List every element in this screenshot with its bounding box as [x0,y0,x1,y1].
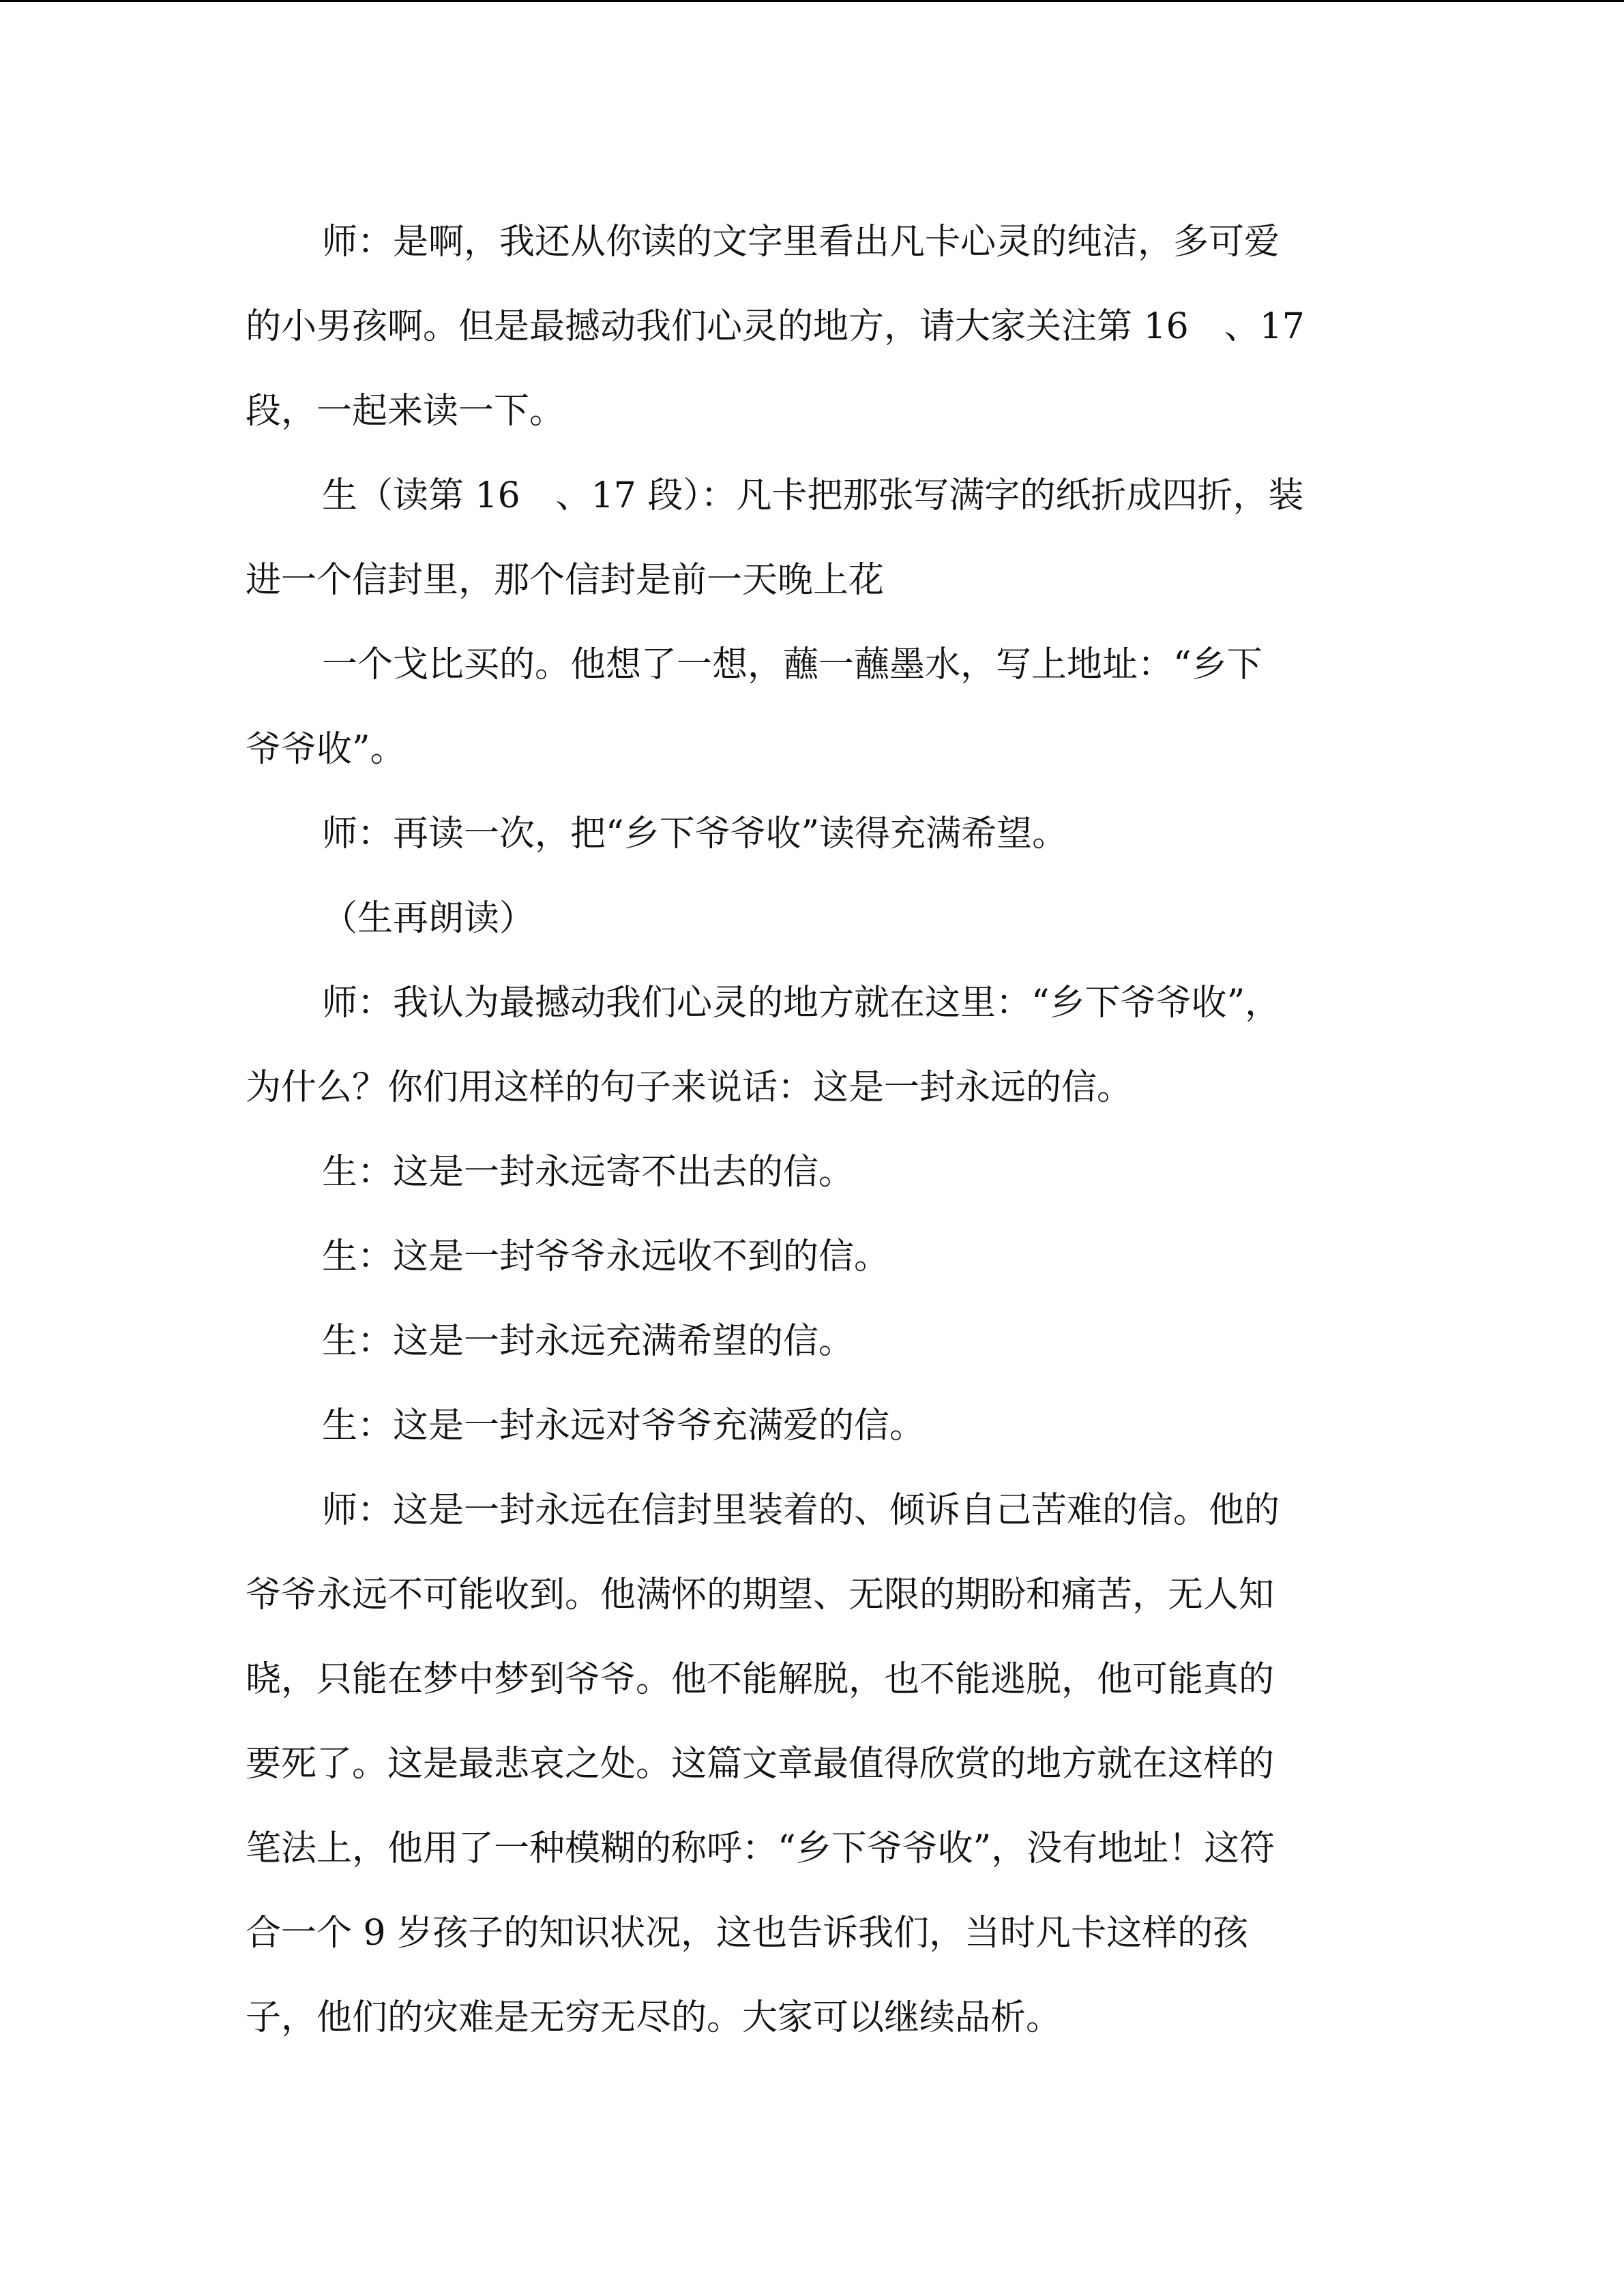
text-line: 师：这是一封永远在信封里装着的、倾诉自己苦难的信。他的 [322,1490,1280,1531]
text-line: 子，他们的灾难是无穷无尽的。大家可以继续品析。 [246,1997,1062,2038]
text-line: 段，一起来读一下。 [246,391,565,432]
text-line: 爷爷收”。 [246,729,406,770]
text-line: 合一个 9 岁孩子的知识状况，这也告诉我们，当时凡卡这样的孩 [246,1913,1249,1954]
text-line: 师：再读一次，把“乡下爷爷收”读得充满希望。 [322,814,1068,854]
text-line: 笔法上，他用了一种模糊的称呼：“乡下爷爷收”，没有地址！这符 [246,1828,1275,1869]
text-line: 生：这是一封永远对爷爷充满爱的信。 [322,1405,926,1446]
text-line: 爷爷永远不可能收到。他满怀的期望、无限的期盼和痛苦，无人知 [246,1575,1275,1615]
text-line: 师：是啊，我还从你读的文字里看出凡卡心灵的纯洁，多可爱 [322,222,1280,263]
text-line: 一个戈比买的。他想了一想，蘸一蘸墨水，写上地址：“乡下 [322,644,1263,685]
text-line: 为什么？你们用这样的句子来说话：这是一封永远的信。 [246,1067,1133,1108]
text-line: 生：这是一封爷爷永远收不到的信。 [322,1236,890,1277]
text-line: （生再朗读） [322,898,535,939]
text-line: 晓，只能在梦中梦到爷爷。他不能解脱，也不能逃脱，他可能真的 [246,1659,1275,1700]
text-line: 生（读第 16 、17 段）：凡卡把那张写满字的纸折成四折，装 [322,475,1304,516]
text-line: 生：这是一封永远寄不出去的信。 [322,1152,855,1193]
text-line: 的小男孩啊。但是最撼动我们心灵的地方，请大家关注第 16 、17 [246,306,1305,347]
text-line: 师：我认为最撼动我们心灵的地方就在这里：“乡下爷爷收”， [322,983,1281,1024]
text-line: 进一个信封里，那个信封是前一天晚上花 [246,560,885,601]
text-line: 生：这是一封永远充满希望的信。 [322,1321,855,1362]
text-line: 要死了。这是最悲哀之处。这篇文章最值得欣赏的地方就在这样的 [246,1744,1275,1785]
document-body [246,200,1391,2060]
